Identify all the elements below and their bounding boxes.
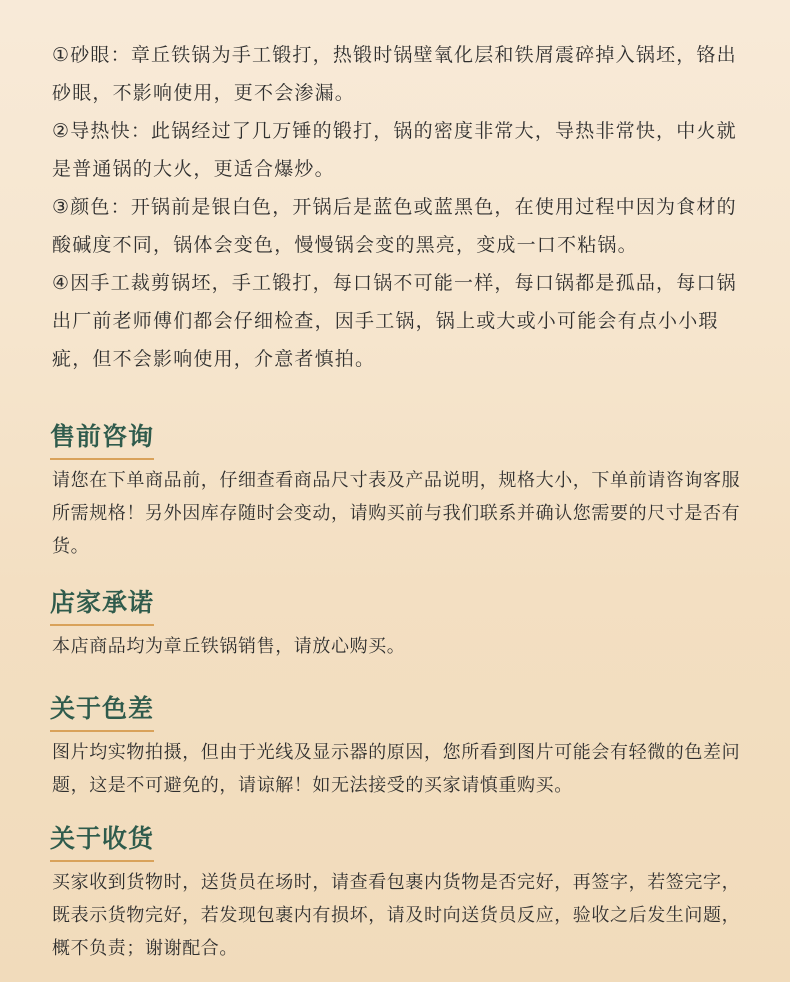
section-presale-consult (50, 420, 750, 563)
note-heat-conduction: ②导热快：此锅经过了几万锤的锻打，锅的密度非常大，导热非常快，中火就是普通锅的大火，更适合爆炒。 (52, 120, 737, 180)
section-body: 图片均实物拍摄，但由于光线及显示器的原因，您所看到图片可能会有轻微的色差问题，这是不可避免的，请谅解！如无法接受的买家请慎重购买。 (52, 742, 741, 796)
section-body: 请您在下单商品前，仔细查看商品尺寸表及产品说明，规格大小，下单前请咨询客服所需规格！另外因库存随时会变动，请购买前与我们联系并确认您需要的尺寸是否有货。 (52, 470, 741, 557)
section-title: 店家承诺 (50, 586, 154, 626)
product-notes (52, 36, 742, 378)
section-color-difference (50, 692, 750, 802)
section-title: 售前咨询 (50, 420, 154, 460)
section-receiving-goods (50, 822, 750, 965)
section-shop-promise (50, 586, 750, 663)
section-body: 本店商品均为章丘铁锅销售，请放心购买。 (52, 636, 406, 657)
section-body: 买家收到货物时，送货员在场时，请查看包裹内货物是否完好，再签字，若签完字，既表示货物完好，若发现包裹内有损坏，请及时向送货员反应，验收之后发生问题，概不负责；谢谢配合。 (52, 872, 741, 959)
note-sand-holes: ①砂眼：章丘铁锅为手工锻打，热锻时锅壁氧化层和铁屑震碎掉入锅坯，铬出砂眼，不影响使用，更不会渗漏。 (52, 44, 737, 104)
note-color: ③颜色：开锅前是银白色，开锅后是蓝色或蓝黑色，在使用过程中因为食材的酸碱度不同，锅体会变色，慢慢锅会变的黑亮，变成一口不粘锅。 (52, 196, 737, 256)
note-handmade-flaws: ④因手工裁剪锅坯，手工锻打，每口锅不可能一样，每口锅都是孤品，每口锅出厂前老师傅们都会仔细检查，因手工锅，锅上或大或小可能会有点小小瑕疵，但不会影响使用，介意者慎拍。 (52, 272, 737, 370)
section-title: 关于色差 (50, 692, 154, 732)
section-title: 关于收货 (50, 822, 154, 862)
